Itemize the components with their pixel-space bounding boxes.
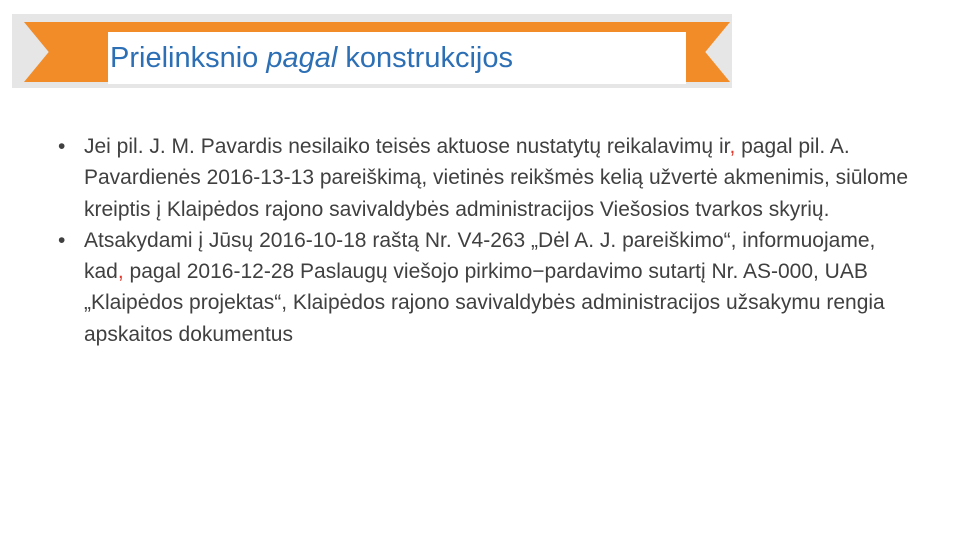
bullet-dot: • — [58, 135, 66, 158]
bullet-text: pagal 2016-12-28 Paslaugų viešojo pirkimo−pardavimo sutartį Nr. AS-000, UAB „Klaipėdos projektas“, Klaipėdos rajono savivaldybės administracijos užsakymu rengia apskaitos dokumentus — [84, 260, 885, 346]
highlighted-comma: , — [729, 135, 736, 158]
bullet-item — [58, 225, 918, 350]
bullet-text: Atsakydami į Jūsų 2016-10-18 raštą Nr. V4-263 „Dėl A. J. pareiškimo“, informuojame, kad — [84, 228, 876, 284]
bullet-dot: • — [58, 228, 66, 252]
slide-title — [110, 38, 513, 78]
bullet-item — [58, 131, 918, 225]
title-italic-word: pagal — [266, 42, 338, 74]
bullet-list — [58, 131, 918, 350]
bullet-text: pagal pil. A. Pavardienės 2016-13-13 pareiškimą, vietinės reikšmės kelią užvertė akmenimis, siūlome kreiptis į Klaipėdos rajono savivaldybės administracijos Viešosios tvarkos skyrių. — [84, 135, 909, 221]
bullet-text: Jei pil. J. M. Pavardis nesilaiko teisės aktuose nustatytų reikalavimų ir — [84, 135, 730, 158]
title-suffix: konstrukcijos — [337, 42, 513, 74]
highlighted-comma: , — [117, 260, 124, 284]
title-prefix: Prielinksnio — [110, 42, 267, 74]
